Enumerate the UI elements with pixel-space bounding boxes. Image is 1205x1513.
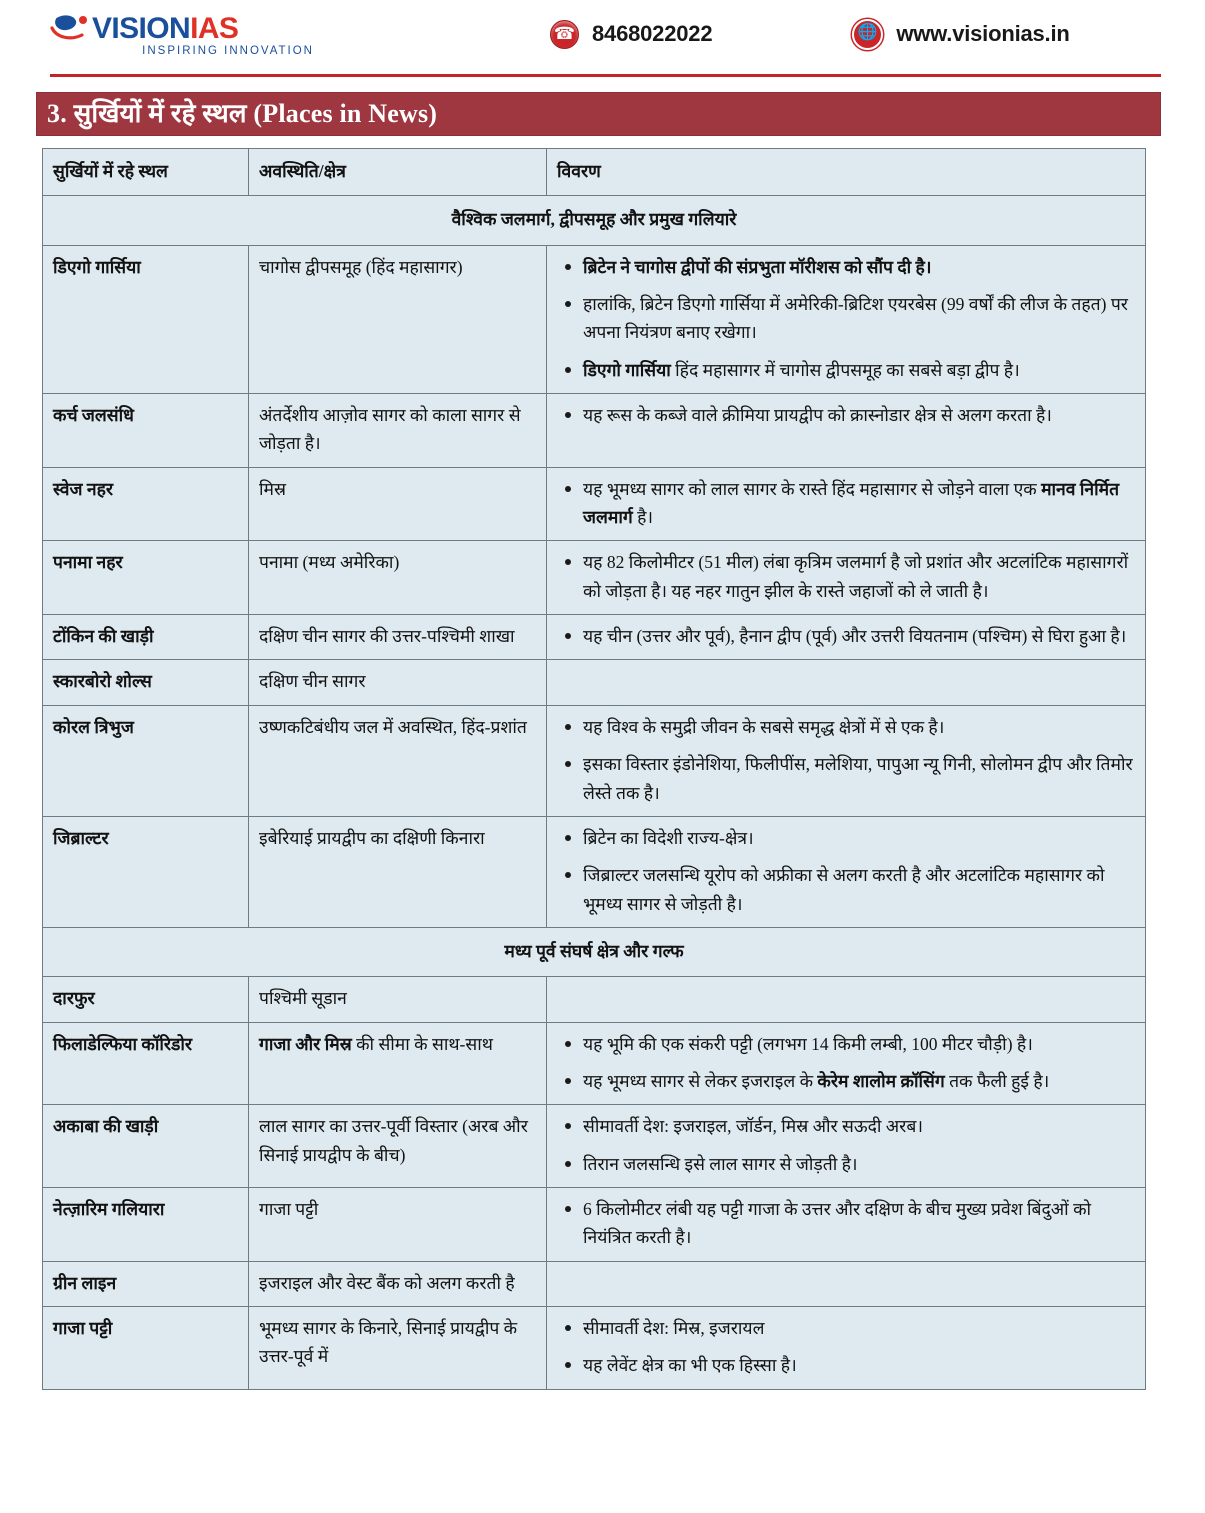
place-description bbox=[547, 615, 1146, 660]
table-row bbox=[43, 541, 1146, 615]
place-name: दारफुर bbox=[43, 977, 249, 1022]
description-bullet: यह चीन (उत्तर और पूर्व), हैनान द्वीप (पूर्व) और उत्तरी वियतनाम (पश्चिम) से घिरा हुआ है। bbox=[583, 622, 1135, 650]
table-row bbox=[43, 1022, 1146, 1105]
place-name: कोरल त्रिभुज bbox=[43, 705, 249, 816]
description-bullet-list bbox=[557, 548, 1135, 605]
place-name: अकाबा की खाड़ी bbox=[43, 1105, 249, 1188]
place-name: जिब्राल्टर bbox=[43, 816, 249, 927]
description-bullet: सीमावर्ती देश: मिस्र, इजरायल bbox=[583, 1314, 1135, 1342]
places-in-news-table bbox=[42, 148, 1146, 1390]
place-location: पनामा (मध्य अमेरिका) bbox=[249, 541, 547, 615]
empty-description bbox=[557, 667, 1135, 687]
description-bullet: डिएगो गार्सिया हिंद महासागर में चागोस द्वीपसमूह का सबसे बड़ा द्वीप है। bbox=[583, 356, 1135, 384]
place-location: उष्णकटिबंधीय जल में अवस्थित, हिंद-प्रशांत bbox=[249, 705, 547, 816]
place-location: इजराइल और वेस्ट बैंक को अलग करती है bbox=[249, 1261, 547, 1306]
description-bullet: इसका विस्तार इंडोनेशिया, फिलीपींस, मलेशिया, पापुआ न्यू गिनी, सोलोमन द्वीप और तिमोर लेस्ते तक है। bbox=[583, 750, 1135, 807]
contact-website[interactable] bbox=[852, 19, 1069, 50]
place-description bbox=[547, 1105, 1146, 1188]
place-location: चागोस द्वीपसमूह (हिंद महासागर) bbox=[249, 245, 547, 393]
description-bullet-list bbox=[557, 1112, 1135, 1178]
description-bullet: सीमावर्ती देश: इजराइल, जॉर्डन, मिस्र और सऊदी अरब। bbox=[583, 1112, 1135, 1140]
page-header bbox=[0, 0, 1205, 68]
table-header-row bbox=[43, 149, 1146, 196]
group-heading-row bbox=[43, 196, 1146, 245]
brand-word-ias: IAS bbox=[190, 11, 239, 45]
empty-description bbox=[557, 1269, 1135, 1289]
description-bullet: हालांकि, ब्रिटेन डिएगो गार्सिया में अमेरिकी-ब्रिटिश एयरबेस (99 वर्षों की लीज के तहत) पर अपना नियंत्रण बनाए रखेगा। bbox=[583, 290, 1135, 347]
column-header-1: सुर्खियों में रहे स्थल bbox=[43, 149, 249, 196]
place-name: ग्रीन लाइन bbox=[43, 1261, 249, 1306]
website-url: www.visionias.in bbox=[896, 21, 1070, 46]
description-bullet-list bbox=[557, 713, 1135, 807]
place-name: पनामा नहर bbox=[43, 541, 249, 615]
place-name: गाजा पट्टी bbox=[43, 1306, 249, 1389]
place-location: मिस्र bbox=[249, 467, 547, 541]
place-description bbox=[547, 705, 1146, 816]
bullet-bold-lead: ब्रिटेन ने चागोस द्वीपों की संप्रभुता मॉरीशस को सौंप दी है। bbox=[583, 256, 932, 277]
section-banner bbox=[36, 92, 1161, 136]
bullet-bold-mid: केरेम शालोम क्रॉसिंग bbox=[817, 1070, 945, 1091]
place-location: दक्षिण चीन सागर bbox=[249, 660, 547, 705]
group-heading: वैश्विक जलमार्ग, द्वीपसमूह और प्रमुख गलियारे bbox=[43, 196, 1146, 245]
place-location: गाजा और मिस्र की सीमा के साथ-साथ bbox=[249, 1022, 547, 1105]
description-bullet: यह लेवेंट क्षेत्र का भी एक हिस्सा है। bbox=[583, 1351, 1135, 1379]
phone-icon bbox=[550, 20, 579, 49]
description-bullet-list bbox=[557, 475, 1135, 532]
location-bold-part: गाजा और मिस्र bbox=[259, 1033, 352, 1054]
place-description bbox=[547, 1306, 1146, 1389]
table-row bbox=[43, 1187, 1146, 1261]
place-name: डिएगो गार्सिया bbox=[43, 245, 249, 393]
description-bullet: यह रूस के कब्जे वाले क्रीमिया प्रायद्वीप को क्रास्नोडार क्षेत्र से अलग करता है। bbox=[583, 401, 1135, 429]
description-bullet: यह भूमध्य सागर से लेकर इजराइल के केरेम शालोम क्रॉसिंग तक फैली हुई है। bbox=[583, 1067, 1135, 1095]
brand-tagline: INSPIRING INNOVATION bbox=[142, 44, 314, 57]
description-bullet-list bbox=[557, 401, 1135, 429]
description-bullet-list bbox=[557, 253, 1135, 384]
description-bullet: यह भूमि की एक संकरी पट्टी (लगभग 14 किमी लम्बी, 100 मीटर चौड़ी) है। bbox=[583, 1030, 1135, 1058]
place-description bbox=[547, 1022, 1146, 1105]
place-description bbox=[547, 1261, 1146, 1306]
brand-word-vision: VISION bbox=[92, 11, 191, 45]
description-bullet: 6 किलोमीटर लंबी यह पट्टी गाजा के उत्तर और दक्षिण के बीच मुख्य प्रवेश बिंदुओं को नियंत्रित करती है। bbox=[583, 1195, 1135, 1252]
description-bullet bbox=[583, 253, 1135, 281]
place-description bbox=[547, 1187, 1146, 1261]
globe-icon bbox=[852, 19, 883, 50]
place-location: लाल सागर का उत्तर-पूर्वी विस्तार (अरब और सिनाई प्रायद्वीप के बीच) bbox=[249, 1105, 547, 1188]
description-bullet-list bbox=[557, 1195, 1135, 1252]
brand-row bbox=[50, 12, 318, 46]
description-bullet: यह 82 किलोमीटर (51 मील) लंबा कृत्रिम जलमार्ग है जो प्रशांत और अटलांटिक महासागरों को जोड़ता है। यह नहर गातुन झील के रास्ते जहाजों को ले जाती है। bbox=[583, 548, 1135, 605]
place-name: स्कारबोरो शोल्स bbox=[43, 660, 249, 705]
group-heading: मध्य पूर्व संघर्ष क्षेत्र और गल्फ bbox=[43, 927, 1146, 976]
description-bullet-list bbox=[557, 824, 1135, 918]
bullet-bold-mid: मानव निर्मित जलमार्ग bbox=[583, 478, 1120, 528]
group-heading-row bbox=[43, 927, 1146, 976]
table-row bbox=[43, 245, 1146, 393]
place-location: दक्षिण चीन सागर की उत्तर-पश्चिमी शाखा bbox=[249, 615, 547, 660]
place-name: टोंकिन की खाड़ी bbox=[43, 615, 249, 660]
place-location: इबेरियाई प्रायद्वीप का दक्षिणी किनारा bbox=[249, 816, 547, 927]
place-description bbox=[547, 541, 1146, 615]
place-description bbox=[547, 816, 1146, 927]
table-row bbox=[43, 816, 1146, 927]
section-title: 3. सुर्खियों में रहे स्थल (Places in News) bbox=[47, 99, 438, 128]
place-location: अंतर्देशीय आज़ोव सागर को काला सागर से जोड़ता है। bbox=[249, 394, 547, 468]
description-bullet: तिरान जलसन्धि इसे लाल सागर से जोड़ती है। bbox=[583, 1150, 1135, 1178]
description-bullet-list bbox=[557, 1314, 1135, 1380]
description-bullet: यह भूमध्य सागर को लाल सागर के रास्ते हिंद महासागर से जोड़ने वाला एक मानव निर्मित जलमार्ग है। bbox=[583, 475, 1135, 532]
table-row bbox=[43, 1261, 1146, 1306]
place-location: गाजा पट्टी bbox=[249, 1187, 547, 1261]
table-row bbox=[43, 705, 1146, 816]
place-description bbox=[547, 660, 1146, 705]
place-location: भूमध्य सागर के किनारे, सिनाई प्रायद्वीप के उत्तर-पूर्व में bbox=[249, 1306, 547, 1389]
place-name: स्वेज नहर bbox=[43, 467, 249, 541]
table-row bbox=[43, 467, 1146, 541]
description-bullet-list bbox=[557, 622, 1135, 650]
table-row bbox=[43, 1306, 1146, 1389]
column-header-2: अवस्थिति/क्षेत्र bbox=[249, 149, 547, 196]
place-description bbox=[547, 394, 1146, 468]
bullet-bold-lead: डिएगो गार्सिया bbox=[583, 359, 676, 380]
description-bullet: ब्रिटेन का विदेशी राज्य-क्षेत्र। bbox=[583, 824, 1135, 852]
place-location: पश्चिमी सूडान bbox=[249, 977, 547, 1022]
place-name: फिलाडेल्फिया कॉरिडोर bbox=[43, 1022, 249, 1105]
visionias-globe-icon bbox=[50, 13, 90, 45]
description-bullet: यह विश्व के समुद्री जीवन के सबसे समृद्ध क्षेत्रों में से एक है। bbox=[583, 713, 1135, 741]
brand-logo[interactable] bbox=[50, 12, 318, 57]
contact-phone[interactable] bbox=[550, 20, 712, 49]
place-description bbox=[547, 467, 1146, 541]
description-bullet: जिब्राल्टर जलसन्धि यूरोप को अफ्रीका से अलग करती है और अटलांटिक महासागर को भूमध्य सागर से जोड़ती है। bbox=[583, 861, 1135, 918]
table-row bbox=[43, 394, 1146, 468]
empty-description bbox=[557, 984, 1135, 1004]
brand-word bbox=[92, 11, 239, 45]
table-body bbox=[43, 149, 1146, 1390]
place-name: नेत्ज़ारिम गलियारा bbox=[43, 1187, 249, 1261]
table-row bbox=[43, 615, 1146, 660]
place-description bbox=[547, 977, 1146, 1022]
phone-number: 8468022022 bbox=[592, 21, 713, 46]
column-header-3: विवरण bbox=[547, 149, 1146, 196]
table-row bbox=[43, 977, 1146, 1022]
place-name: कर्च जलसंधि bbox=[43, 394, 249, 468]
table-row bbox=[43, 660, 1146, 705]
place-description bbox=[547, 245, 1146, 393]
table-row bbox=[43, 1105, 1146, 1188]
header-divider bbox=[50, 74, 1161, 77]
description-bullet-list bbox=[557, 1030, 1135, 1096]
